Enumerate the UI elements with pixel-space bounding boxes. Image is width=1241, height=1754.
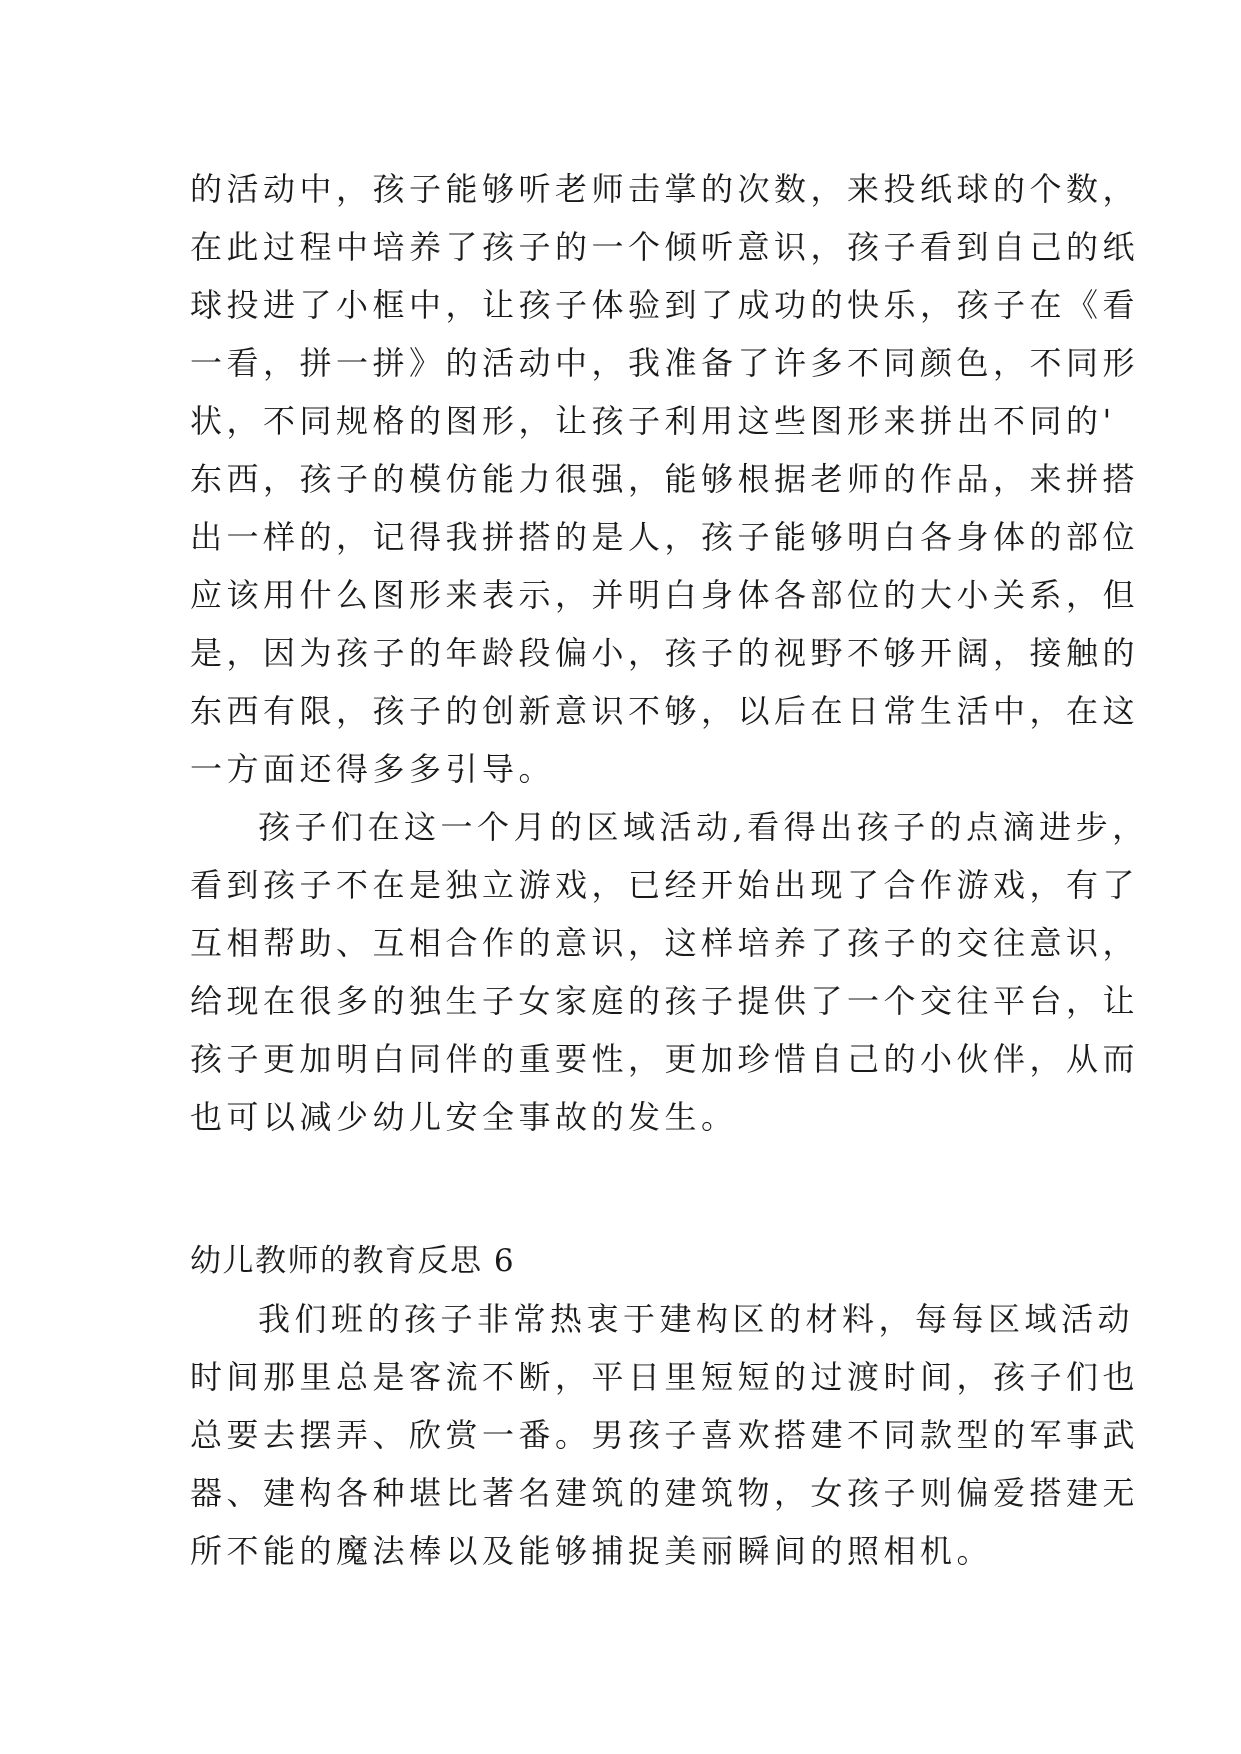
text-line: 时间那里总是客流不断，平日里短短的过渡时间，孩子们也 [190,1358,1140,1396]
document-body [190,160,1149,1580]
text-line: 也可以减少幼儿安全事故的发生。 [190,1098,738,1136]
paragraph-1 [190,160,1140,798]
section-heading: 幼儿教师的教育反思 6 [190,1243,516,1279]
text-line: 一看，拼一拼》的活动中，我准备了许多不同颜色，不同形 [190,344,1140,382]
paragraph-3 [190,1290,1140,1580]
text-line: 器、建构各种堪比著名建筑的建筑物，女孩子则偏爱搭建无 [190,1474,1140,1512]
text-line: 出一样的，记得我拼搭的是人，孩子能够明白各身体的部位 [190,518,1140,556]
text-line: 所不能的魔法棒以及能够捕捉美丽瞬间的照相机。 [190,1532,994,1570]
text-line: 孩子们在这一个月的区域活动,看得出孩子的点滴进步， [258,808,1149,846]
text-line: 一方面还得多多引导。 [190,750,556,788]
text-line: 东西有限，孩子的创新意识不够，以后在日常生活中，在这 [190,692,1140,730]
text-line: 是，因为孩子的年龄段偏小，孩子的视野不够开阔，接触的 [190,634,1140,672]
text-line: 看到孩子不在是独立游戏，已经开始出现了合作游戏，有了 [190,866,1140,904]
text-line: 的活动中，孩子能够听老师击掌的次数，来投纸球的个数， [190,170,1140,208]
text-line: 总要去摆弄、欣赏一番。男孩子喜欢搭建不同款型的军事武 [190,1416,1140,1454]
text-line: 状，不同规格的图形，让孩子利用这些图形来拼出不同的' [190,402,1116,440]
text-line: 东西，孩子的模仿能力很强，能够根据老师的作品，来拼搭 [190,460,1140,498]
text-line: 球投进了小框中，让孩子体验到了成功的快乐，孩子在《看 [190,286,1140,324]
text-line: 给现在很多的独生子女家庭的孩子提供了一个交往平台，让 [190,982,1140,1020]
text-line: 在此过程中培养了孩子的一个倾听意识，孩子看到自己的纸 [190,228,1140,266]
section-spacer [190,1146,1060,1232]
text-line: 应该用什么图形来表示，并明白身体各部位的大小关系，但 [190,576,1140,614]
text-line: 我们班的孩子非常热衷于建构区的材料，每每区域活动 [258,1300,1135,1338]
text-line: 互相帮助、互相合作的意识，这样培养了孩子的交往意识， [190,924,1140,962]
paragraph-2 [190,798,1149,1146]
text-line: 孩子更加明白同伴的重要性，更加珍惜自己的小伙伴，从而 [190,1040,1140,1078]
